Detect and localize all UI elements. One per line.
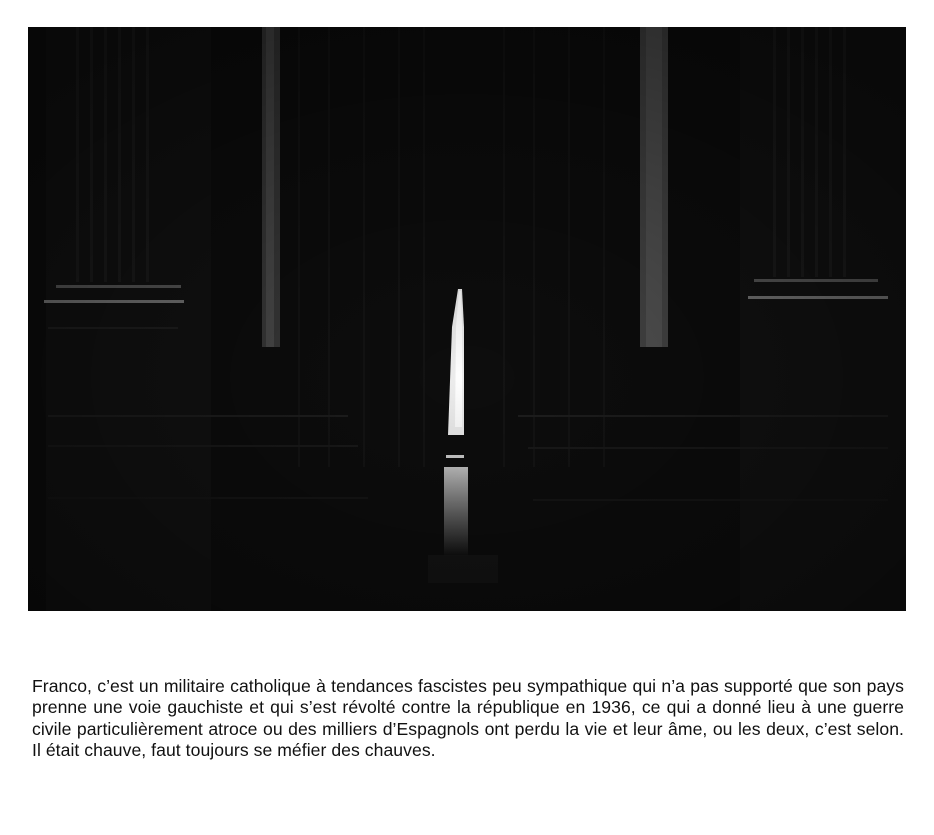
photograph [28, 27, 906, 611]
caption-text: Franco, c’est un militaire catholique à tendances fascistes peu sympathique qui n’a pas supporté que son pays prenne une voie gauchiste et qui s’est révolté contre la république en 1936, ce qui a donné lieu à une guerre civile particulièrement atroce ou des milliers d’Espagnols ont perdu la vie et leur âme, ou les deux, c’est selon. Il était chauve, faut toujours se méfier des chauves. [32, 676, 904, 761]
dark-curtain-scene [28, 27, 906, 611]
